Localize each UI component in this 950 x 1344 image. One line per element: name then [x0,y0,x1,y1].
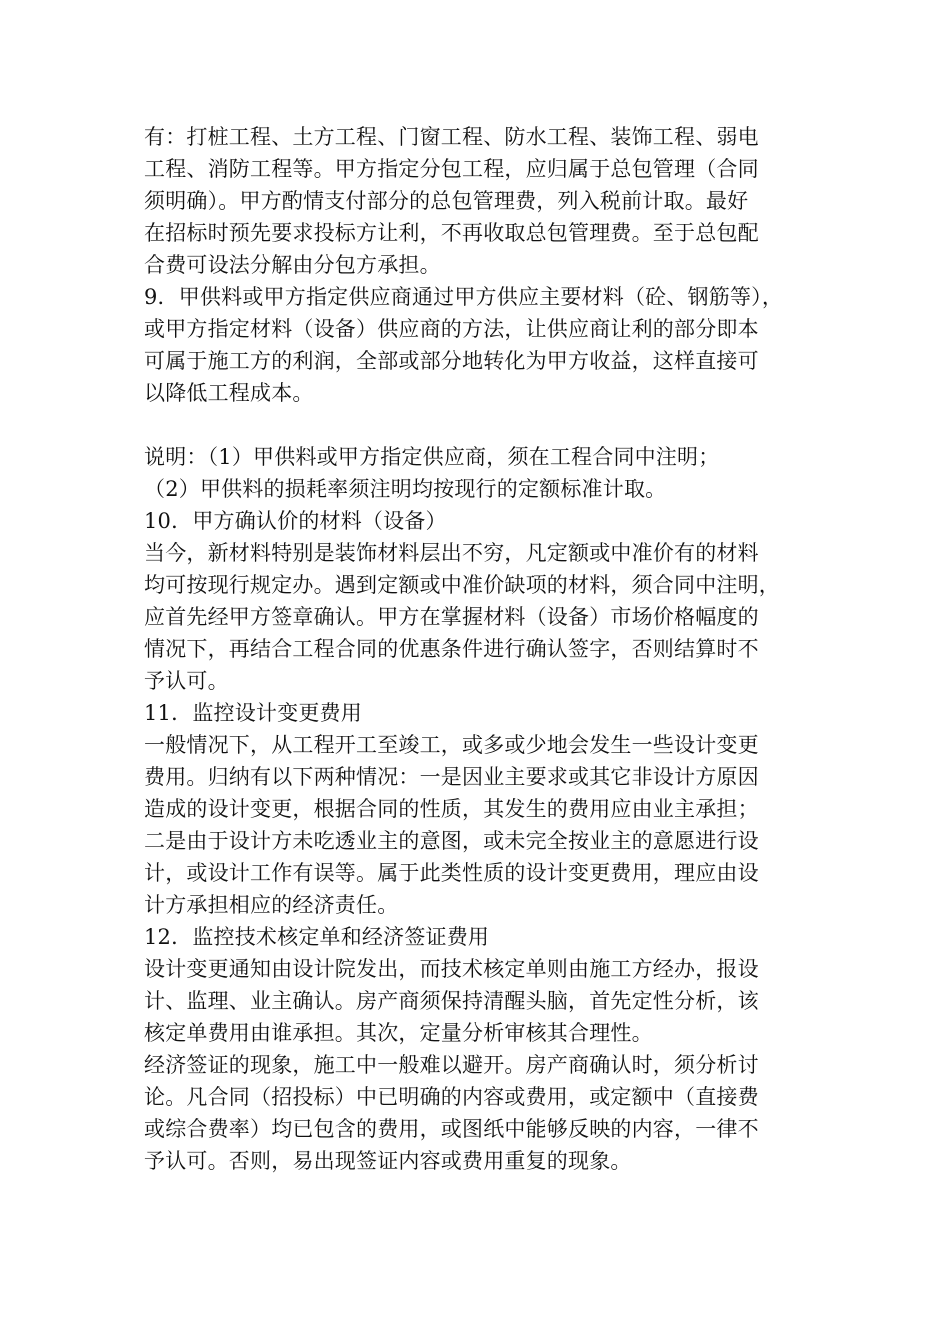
text-line: 计方承担相应的经济责任。 [144,893,399,917]
text-line: 予认可。否则，易出现签证内容或费用重复的现象。 [144,1149,632,1173]
text-line: 有：打桩工程、土方工程、门窗工程、防水工程、装饰工程、弱电 [144,125,759,149]
section-heading-9: 9．甲供料或甲方指定供应商通过甲方供应主要材料（砼、钢筋等）， [144,285,784,309]
text-line: 予认可。 [144,669,229,693]
document-body [144,121,814,1177]
text-line: 经济签证的现象，施工中一般难以避开。房产商确认时，须分析讨 [144,1053,759,1077]
text-line: 以降低工程成本。 [144,381,314,405]
text-line: 情况下，再结合工程合同的优惠条件进行确认签字，否则结算时不 [144,637,759,661]
text-line: 应首先经甲方签章确认。甲方在掌握材料（设备）市场价格幅度的 [144,605,759,629]
text-line: 或甲方指定材料（设备）供应商的方法，让供应商让利的部分即本 [144,317,759,341]
blank-line [144,409,814,441]
text-line: 均可按现行规定办。遇到定额或中准价缺项的材料，须合同中注明， [144,573,780,597]
text-line: 可属于施工方的利润，全部或部分地转化为甲方收益，这样直接可 [144,349,759,373]
text-line: 须明确）。甲方酌情支付部分的总包管理费，列入税前计取。最好 [144,189,749,213]
text-line: 论。凡合同（招投标）中已明确的内容或费用，或定额中（直接费 [144,1085,759,1109]
text-line: 造成的设计变更，根据合同的性质，其发生的费用应由业主承担； [144,797,759,821]
text-line: 设计变更通知由设计院发出，而技术核定单则由施工方经办，报设 [144,957,759,981]
section-heading-11: 11．监控设计变更费用 [144,701,362,725]
note-line: （2）甲供料的损耗率须注明均按现行的定额标准计取。 [144,477,667,501]
text-line: 当今，新材料特别是装饰材料层出不穷，凡定额或中准价有的材料 [144,541,759,565]
section-heading-12: 12．监控技术核定单和经济签证费用 [144,925,490,949]
text-line: 二是由于设计方未吃透业主的意图，或未完全按业主的意愿进行设 [144,829,759,853]
text-line: 在招标时预先要求投标方让利，不再收取总包管理费。至于总包配 [144,221,759,245]
text-line: 核定单费用由谁承担。其次，定量分析审核其合理性。 [144,1021,653,1045]
text-line: 费用。归纳有以下两种情况：一是因业主要求或其它非设计方原因 [144,765,759,789]
text-line: 计、监理、业主确认。房产商须保持清醒头脑，首先定性分析，该 [144,989,759,1013]
text-line: 一般情况下，从工程开工至竣工，或多或少地会发生一些设计变更 [144,733,759,757]
text-line: 工程、消防工程等。甲方指定分包工程，应归属于总包管理（合同 [144,157,759,181]
section-heading-10: 10．甲方确认价的材料（设备） [144,509,447,533]
note-line: 说明：（1）甲供料或甲方指定供应商，须在工程合同中注明； [144,445,720,469]
text-line: 计，或设计工作有误等。属于此类性质的设计变更费用，理应由设 [144,861,759,885]
text-line: 合费可设法分解由分包方承担。 [144,253,441,277]
text-line: 或综合费率）均已包含的费用，或图纸中能够反映的内容，一律不 [144,1117,759,1141]
